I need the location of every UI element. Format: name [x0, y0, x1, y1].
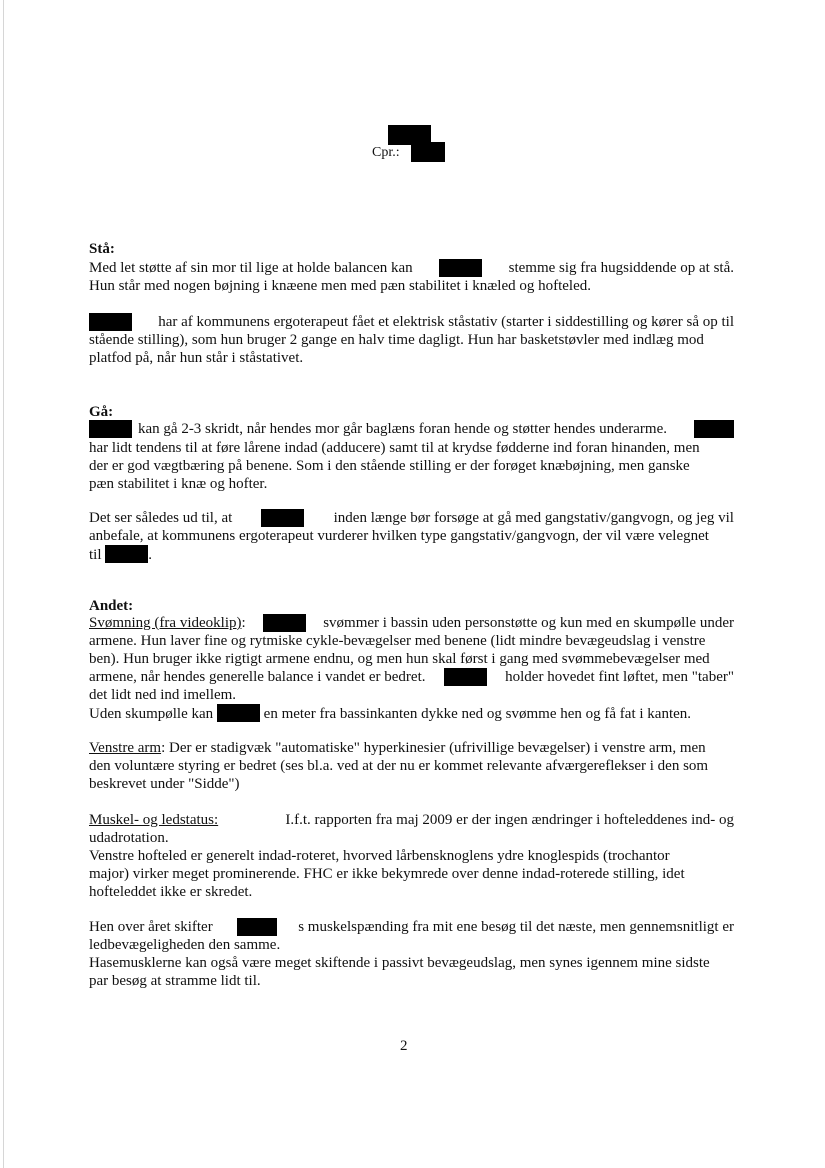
- text-line: Svømning (fra videoklip): svømmer i bassin uden personstøtte og kun med en skumpølle under: [89, 615, 734, 631]
- redacted-name: [694, 420, 734, 438]
- svomning-label: Svømning (fra videoklip): [89, 615, 242, 631]
- text-line: platfod på, når hun står i ståstativet.: [89, 350, 304, 366]
- text-line: Hun står med nogen bøjning i knæene men med pæn stabilitet i knæled og hofteled.: [89, 278, 592, 294]
- text-line: det lidt ned ind imellem.: [89, 687, 237, 703]
- text-line: Hen over året skifter s muskelspænding fra mit ene besøg til det næste, men gennemsnitligt er: [89, 919, 734, 935]
- text-line: til .: [89, 547, 153, 563]
- text-line: Uden skumpølle kan en meter fra bassinkanten dykke ned og svømme hen og få fat i kanten.: [89, 706, 692, 722]
- text-line: pæn stabilitet i knæ og hofter.: [89, 476, 268, 492]
- text-line: Venstre arm: Der er stadigvæk "automatiske" hyperkinesier (ufrivillige bevægelser) i venstre arm, men: [89, 740, 706, 756]
- redacted-name: [439, 259, 482, 277]
- text-line: ben). Hun bruger ikke rigtigt armene endnu, og men hun skal først i gang med svømmebevægelser med: [89, 651, 710, 667]
- heading-staa: Stå:: [89, 241, 115, 257]
- text-line: Venstre hofteled er generelt indad-roteret, hvorved lårbensknoglens ydre knoglespids (trochantor: [89, 848, 670, 864]
- redacted-name: [89, 313, 132, 331]
- redacted-name: [444, 668, 487, 686]
- heading-andet: Andet:: [89, 598, 134, 614]
- redacted-name: [261, 509, 304, 527]
- redacted-name: [263, 614, 306, 632]
- redacted-name: [105, 545, 148, 563]
- text-line: par besøg at stramme lidt til.: [89, 973, 261, 989]
- muskel-ledstatus-label: Muskel- og ledstatus:: [89, 812, 219, 828]
- text-line: Med let støtte af sin mor til lige at holde balancen kan stemme sig fra hugsiddende op at stå.: [89, 260, 734, 276]
- redacted-cpr: [411, 142, 445, 162]
- redacted-name: [89, 420, 132, 438]
- cpr-label: Cpr.:: [372, 145, 400, 160]
- text-line: ledbevægeligheden den samme.: [89, 937, 281, 953]
- text-line: hofteleddet ikke er skredet.: [89, 884, 253, 900]
- text-line: major) virker meget prominerende. FHC er ikke bekymrede over denne indad-roterede stilling, idet: [89, 866, 685, 882]
- text-line: stående stilling), som hun bruger 2 gange en halv time dagligt. Hun har basketstøvler med indlæg mod: [89, 332, 704, 348]
- text-line: udadrotation.: [89, 830, 169, 846]
- text-line: Det ser således ud til, at inden længe bør forsøge at gå med gangstativ/gangvogn, og jeg vil: [89, 510, 734, 526]
- text-line: har af kommunens ergoterapeut fået et elektrisk ståstativ (starter i siddestilling og kører så op til: [89, 313, 734, 331]
- text-line: anbefale, at kommunens ergoterapeut vurderer hvilken type gangstativ/gangvogn, der vil være velegnet: [89, 528, 709, 544]
- text-line: armene. Hun laver fine og rytmiske cykle-bevægelser med benene (lidt mindre bevægeudslag i venstre: [89, 633, 706, 649]
- page-number: 2: [400, 1038, 408, 1054]
- text-line: der er god vægtbæring på benene. Som i den stående stilling er der forøget knæbøjning, men ganske: [89, 458, 690, 474]
- redacted-name: [237, 918, 277, 936]
- text-line: har lidt tendens til at føre lårene indad (adducere) samt til at krydse fødderne ind foran hinanden, men: [89, 440, 700, 456]
- text-line: beskrevet under "Sidde"): [89, 776, 240, 792]
- text-line: armene, når hendes generelle balance i vandet er bedret. holder hovedet fint løftet, men "taber": [89, 669, 734, 685]
- text-line: Muskel- og ledstatus: I.f.t. rapporten fra maj 2009 er der ingen ændringer i hofteleddenes ind- og: [89, 812, 734, 828]
- heading-gaa: Gå:: [89, 404, 114, 420]
- text-line: kan gå 2-3 skridt, når hendes mor går baglæns foran hende og støtter hendes underarme.: [89, 420, 734, 438]
- text-line: Hasemusklerne kan også være meget skiftende i passivt bevægeudslag, men synes igennem mine sidste: [89, 955, 710, 971]
- scan-edge-line: [3, 0, 4, 1168]
- text-line: den voluntære styring er bedret (ses bl.a. ved at der nu er kommet relevante afværgereflekser i den som: [89, 758, 709, 774]
- redacted-name: [217, 704, 260, 722]
- document-header: [370, 125, 450, 165]
- venstre-arm-label: Venstre arm: [89, 740, 162, 756]
